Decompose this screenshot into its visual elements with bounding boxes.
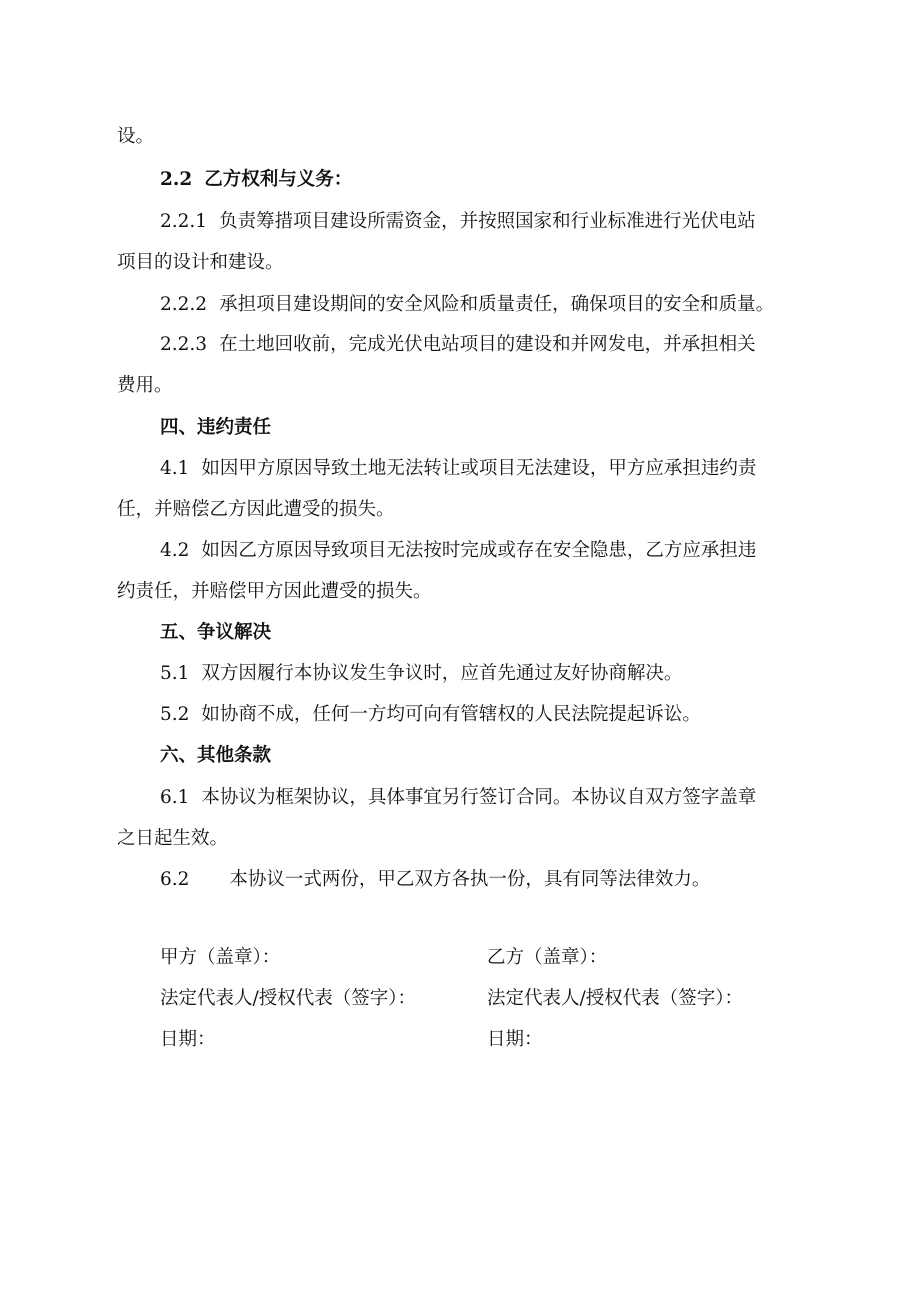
clause-2-2-3 xyxy=(160,333,756,357)
clause-text: 之日起生效。 xyxy=(117,828,229,849)
clause-number: 5.2 xyxy=(160,704,190,725)
clause-number: 4.1 xyxy=(160,458,190,479)
party-b-representative-label: 法定代表人/授权代表（签字）： xyxy=(487,988,743,1009)
section-heading-4 xyxy=(160,416,271,440)
clause-6-1-continued xyxy=(117,827,228,851)
section-heading-6 xyxy=(160,744,271,768)
clause-text: 如协商不成，任何一方均可向有管辖权的人民法院提起诉讼。 xyxy=(201,704,701,725)
clause-number: 6.2 xyxy=(160,869,190,890)
clause-6-1 xyxy=(160,786,756,810)
party-a-representative-label: 法定代表人/授权代表（签字）： xyxy=(160,988,416,1009)
paragraph-continuation xyxy=(117,125,154,149)
section-title: 六、其他条款 xyxy=(160,745,272,766)
clause-text: 本协议为框架协议，具体事宜另行签订合同。本协议自双方签字盖章 xyxy=(201,787,757,808)
clause-text: 项目的设计和建设。 xyxy=(117,252,284,273)
clause-4-1 xyxy=(160,457,756,481)
section-heading-5 xyxy=(160,621,271,645)
party-a-seal-label: 甲方（盖章）： xyxy=(160,947,281,968)
clause-4-2-continued xyxy=(117,580,432,604)
section-heading-2-2 xyxy=(160,168,352,192)
clause-number: 4.2 xyxy=(160,540,190,561)
clause-text: 如因乙方原因导致项目无法按时完成或存在安全隐患，乙方应承担违 xyxy=(201,540,757,561)
clause-text: 约责任，并赔偿甲方因此遭受的损失。 xyxy=(117,581,432,602)
clause-number: 2.2.1 xyxy=(160,211,208,232)
section-title: 五、争议解决 xyxy=(160,622,272,643)
clause-text: 负责筹措项目建设所需资金，并按照国家和行业标准进行光伏电站 xyxy=(219,211,756,232)
clause-6-2 xyxy=(160,868,710,892)
section-title: 乙方权利与义务： xyxy=(204,169,353,190)
clause-2-2-1-continued xyxy=(117,251,284,275)
party-b-seal-label: 乙方（盖章）： xyxy=(487,947,608,968)
clause-number: 2.2.2 xyxy=(160,294,208,315)
clause-text: 在土地回收前，完成光伏电站项目的建设和并网发电，并承担相关 xyxy=(219,334,756,355)
clause-number: 5.1 xyxy=(160,663,190,684)
section-title: 四、违约责任 xyxy=(160,417,272,438)
party-b-date-label: 日期： xyxy=(487,1029,543,1050)
clause-number: 2.2.3 xyxy=(160,334,208,355)
clause-number: 6.1 xyxy=(160,787,190,808)
section-number: 2.2 xyxy=(160,169,193,190)
clause-text: 如因甲方原因导致土地无法转让或项目无法建设，甲方应承担违约责 xyxy=(201,458,757,479)
clause-2-2-3-continued xyxy=(117,374,173,398)
line-text: 设。 xyxy=(117,126,155,147)
party-a-date-label: 日期： xyxy=(160,1029,216,1050)
clause-4-1-continued xyxy=(117,498,395,522)
clause-text: 任，并赔偿乙方因此遭受的损失。 xyxy=(117,499,395,520)
clause-2-2-2 xyxy=(160,293,774,317)
clause-2-2-1 xyxy=(160,210,756,234)
clause-text: 双方因履行本协议发生争议时，应首先通过友好协商解决。 xyxy=(201,663,683,684)
clause-5-2 xyxy=(160,703,701,727)
clause-5-1 xyxy=(160,662,682,686)
clause-text: 承担项目建设期间的安全风险和质量责任，确保项目的安全和质量。 xyxy=(219,294,775,315)
clause-4-2 xyxy=(160,539,756,563)
clause-text: 本协议一式两份，甲乙双方各执一份，具有同等法律效力。 xyxy=(229,869,711,890)
clause-text: 费用。 xyxy=(117,375,173,396)
